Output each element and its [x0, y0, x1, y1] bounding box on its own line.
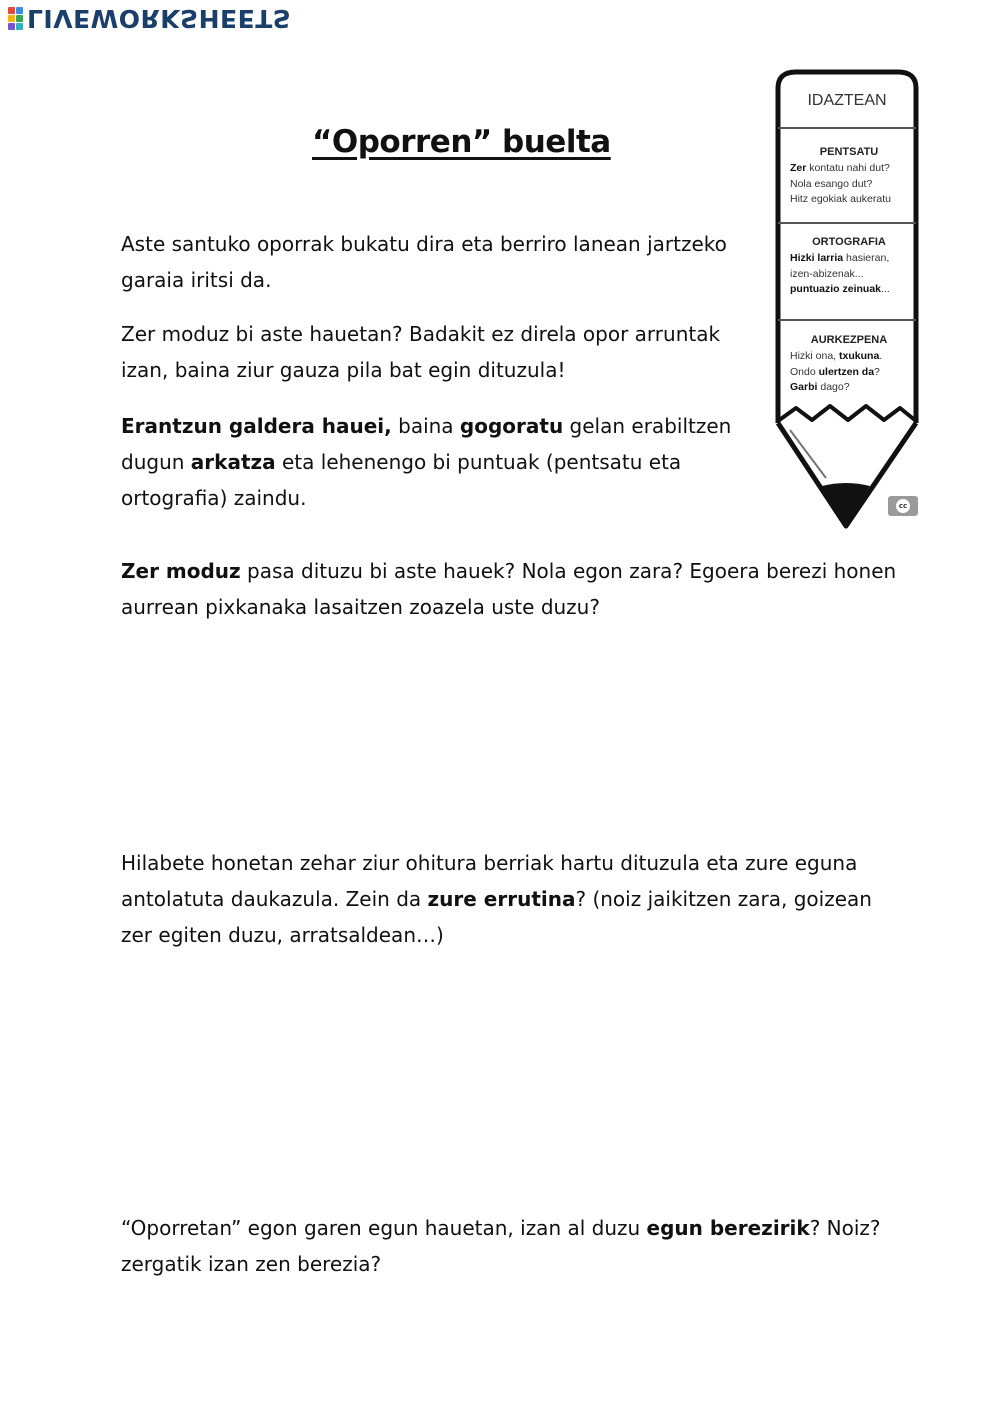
- bold-text: arkatza: [190, 450, 276, 474]
- text: “Oporretan” egon garen egun hauetan, izan al duzu: [121, 1216, 647, 1240]
- text: Hilabete honetan zehar ziur ohitura berriak hartu dituzula eta zure eguna antolatuta daukazula. Zein da: [121, 851, 858, 911]
- creative-commons-icon: [888, 496, 918, 516]
- logo-block: [8, 15, 15, 22]
- text: hasieran,: [843, 252, 890, 264]
- text: kontatu nahi dut?: [806, 162, 890, 174]
- text: ...: [881, 283, 890, 295]
- logo-text: LIVEWORKSHEETS: [27, 3, 292, 33]
- bold-text: Garbi: [790, 381, 818, 393]
- text: dago?: [817, 381, 850, 393]
- section-line: [790, 282, 908, 298]
- section-heading: AURKEZPENA: [810, 334, 888, 346]
- instructions-paragraph: [121, 408, 761, 516]
- section-line: [790, 365, 908, 381]
- logo-blocks-icon: [8, 7, 23, 30]
- pencil-icon: [770, 68, 922, 533]
- logo-block: [8, 23, 15, 30]
- question-3: [121, 1210, 901, 1282]
- cc-mark: cc: [896, 499, 910, 513]
- text: ? Noiz? zergatik izan zen berezia?: [121, 1216, 881, 1276]
- section-heading: ORTOGRAFIA: [812, 236, 886, 248]
- bold-text: txukuna: [839, 350, 880, 362]
- bold-text: egun berezirik: [646, 1216, 810, 1240]
- bold-text: puntuazio zeinuak: [790, 283, 882, 295]
- question-1: [121, 553, 901, 625]
- bold-text: ulertzen da: [818, 365, 875, 378]
- question-2: [121, 845, 901, 953]
- section-line: izen-abizenak...: [790, 267, 864, 280]
- text: gelan erabiltzen dugun: [121, 414, 732, 474]
- pencil-section-aurkezpena: [790, 334, 908, 396]
- liveworksheets-logo: [8, 4, 291, 32]
- section-line: Hitz egokiak aukeratu: [790, 193, 891, 205]
- logo-block: [16, 7, 23, 14]
- text: Ondo: [790, 365, 819, 378]
- section-heading: PENTSATU: [819, 146, 879, 158]
- intro-paragraph: Aste santuko oporrak bukatu dira eta berriro lanean jartzeko garaia iritsi da.: [121, 232, 727, 292]
- section-line: [790, 349, 908, 365]
- text: pasa dituzu bi aste hauek? Nola egon zara? Egoera berezi honen aurrean pixkanaka lasaitzen zoazela uste duzu?: [121, 559, 897, 619]
- logo-block: [16, 15, 23, 22]
- section-line: [790, 161, 908, 177]
- text: Hizki ona,: [790, 350, 840, 362]
- text: ?: [874, 365, 880, 378]
- section-line: [790, 251, 908, 267]
- greeting-paragraph: Zer moduz bi aste hauetan? Badakit ez direla opor arruntak izan, baina ziur gauza pila bat egin dituzula!: [121, 322, 721, 382]
- pencil-title: IDAZTEAN: [807, 92, 887, 109]
- text: .: [879, 350, 883, 362]
- pencil-section-pentsatu: [790, 146, 908, 208]
- logo-block: [16, 23, 23, 30]
- text: baina: [391, 414, 460, 438]
- bold-text: zure errutina: [427, 887, 576, 911]
- bold-text: Hizki larria: [790, 252, 844, 264]
- section-line: Nola esango dut?: [790, 177, 873, 190]
- bold-text: gogoratu: [459, 414, 564, 438]
- bold-text: Zer: [790, 162, 807, 174]
- bold-text: Zer moduz: [121, 559, 241, 583]
- bold-text: Erantzun galdera hauei,: [121, 414, 392, 438]
- text: ? (noiz jaikitzen zara, goizean zer egiten duzu, arratsaldean…): [121, 887, 872, 947]
- section-line: [790, 380, 908, 396]
- page-title: “Oporren” buelta: [312, 124, 611, 160]
- pencil-section-ortografia: [790, 236, 908, 298]
- logo-block: [8, 7, 15, 14]
- text: eta lehenengo bi puntuak (pentsatu eta ortografia) zaindu.: [121, 450, 682, 510]
